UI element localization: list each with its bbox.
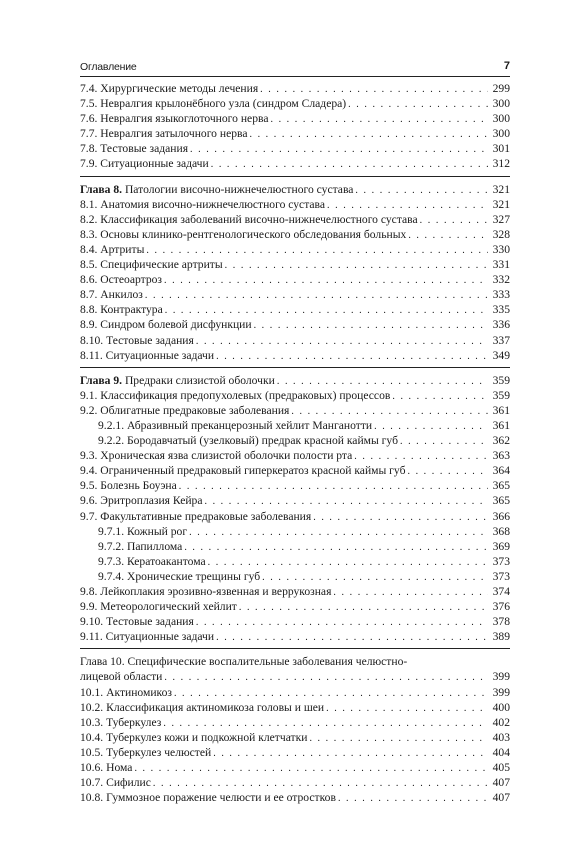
dot-leader bbox=[184, 540, 488, 555]
dot-leader bbox=[348, 97, 488, 112]
dot-leader bbox=[277, 374, 488, 389]
running-header-title: Оглавление bbox=[80, 61, 137, 73]
toc-entry bbox=[80, 478, 510, 493]
entry-title: 10.6. Нома bbox=[80, 761, 133, 775]
toc-entry bbox=[80, 569, 510, 584]
entry-title: 8.5. Специфические артриты bbox=[80, 258, 223, 272]
chapter-heading bbox=[80, 182, 353, 197]
dot-leader bbox=[163, 716, 488, 731]
entry-page: 363 bbox=[492, 449, 510, 463]
toc-entry bbox=[80, 433, 510, 448]
entry-title: 9.7.2. Папиллома bbox=[98, 539, 183, 553]
entry-title: 9.8. Лейкоплакия эрозивно-язвенная и веррукозная bbox=[80, 585, 332, 598]
entry-page: 299 bbox=[492, 82, 510, 95]
entry-title: 8.11. Ситуационные задачи bbox=[80, 348, 215, 362]
chapter-title: Специфические воспалительные заболевания челюстно- bbox=[127, 655, 408, 669]
entry-title: 8.8. Контрактура bbox=[80, 303, 163, 317]
entry-title: 8.10. Тестовые задания bbox=[80, 333, 194, 347]
dot-leader bbox=[134, 761, 488, 776]
entry-title: 7.8. Тестовые задания bbox=[80, 142, 189, 156]
entry-title: 9.6. Эритроплазия Кейра bbox=[80, 494, 203, 508]
dot-leader bbox=[216, 630, 488, 645]
entry-page: 407 bbox=[492, 791, 510, 805]
entry-page: 404 bbox=[492, 745, 510, 759]
entry-page: 328 bbox=[492, 227, 510, 241]
toc-entry bbox=[80, 257, 510, 272]
dot-leader bbox=[260, 82, 488, 97]
entry-page: 378 bbox=[492, 615, 510, 629]
dot-leader bbox=[400, 434, 488, 449]
dot-leader bbox=[190, 142, 488, 157]
toc-entry bbox=[80, 272, 510, 287]
chapter-row bbox=[80, 182, 510, 197]
entry-page: 369 bbox=[492, 539, 510, 553]
entry-title: 8.2. Классификация заболеваний височно-нижнечелюстного сустава bbox=[80, 212, 418, 226]
dot-leader bbox=[407, 464, 488, 479]
entry-title: 7.5. Невралгия крылонёбного узла (синдром Сладера) bbox=[80, 97, 347, 111]
dot-leader bbox=[165, 303, 488, 318]
toc-entry bbox=[80, 212, 510, 227]
chapter-row bbox=[80, 669, 510, 684]
entry-page: 301 bbox=[492, 142, 510, 156]
page-number: 7 bbox=[503, 60, 510, 72]
entry-page: 365 bbox=[492, 479, 510, 493]
dot-leader bbox=[196, 615, 488, 630]
entry-title: 9.2.1. Абразивный преканцерозный хейлит Манганотти bbox=[98, 418, 373, 432]
dot-leader bbox=[408, 228, 488, 243]
toc-entry bbox=[80, 539, 510, 554]
toc-entry bbox=[80, 227, 510, 242]
entry-page: 374 bbox=[492, 585, 510, 598]
entry-page: 400 bbox=[492, 700, 510, 714]
dot-leader bbox=[211, 157, 488, 172]
toc-group bbox=[80, 367, 510, 645]
entry-title: 9.9. Метеорологический хейлит bbox=[80, 600, 237, 614]
chapter-title-continuation: лицевой области bbox=[80, 670, 163, 684]
dot-leader bbox=[146, 243, 488, 258]
dot-leader bbox=[354, 449, 488, 464]
toc-entry bbox=[80, 317, 510, 332]
entry-title: 9.2. Облигатные предраковые заболевания bbox=[80, 403, 290, 417]
dot-leader bbox=[216, 349, 488, 364]
entry-page: 330 bbox=[492, 242, 510, 256]
toc-entry bbox=[80, 730, 510, 745]
entry-title: 9.7.4. Хронические трещины губ bbox=[98, 569, 261, 583]
entry-title: 7.6. Невралгия языкоглоточного нерва bbox=[80, 112, 269, 126]
dot-leader bbox=[333, 585, 488, 600]
entry-title: 8.4. Артриты bbox=[80, 242, 145, 256]
chapter-heading bbox=[80, 654, 510, 669]
entry-title: 8.9. Синдром болевой дисфункции bbox=[80, 318, 252, 332]
dot-leader bbox=[145, 288, 488, 303]
entry-page: 402 bbox=[492, 715, 510, 729]
entry-page: 300 bbox=[492, 127, 510, 141]
entry-title: 9.11. Ситуационные задачи bbox=[80, 630, 215, 644]
entry-page: 300 bbox=[492, 112, 510, 126]
section-rule bbox=[80, 176, 510, 177]
toc-group bbox=[80, 81, 510, 172]
dot-leader bbox=[270, 112, 488, 127]
entry-page: 321 bbox=[492, 182, 510, 196]
entry-page: 362 bbox=[492, 434, 510, 448]
entry-title: 9.7.3. Кератоакантома bbox=[98, 554, 206, 568]
dot-leader bbox=[291, 404, 488, 419]
dot-leader bbox=[179, 479, 488, 494]
toc-entry bbox=[80, 715, 510, 730]
toc-entry bbox=[80, 81, 510, 96]
chapter-row bbox=[80, 373, 510, 388]
entry-page: 366 bbox=[492, 509, 510, 523]
toc-entry bbox=[80, 790, 510, 805]
entry-title: 10.3. Туберкулез bbox=[80, 715, 162, 729]
entry-page: 333 bbox=[492, 288, 510, 302]
entry-title: 8.3. Основы клинико-рентгенологического обследования больных bbox=[80, 227, 407, 241]
entry-page: 332 bbox=[492, 273, 510, 287]
toc-entry bbox=[80, 302, 510, 317]
entry-title: 8.1. Анатомия височно-нижнечелюстного сустава bbox=[80, 197, 326, 211]
header-rule bbox=[80, 76, 510, 77]
chapter-number: Глава 9. bbox=[80, 373, 123, 387]
chapter-number: Глава 10. bbox=[80, 655, 125, 669]
entry-page: 407 bbox=[492, 776, 510, 790]
entry-page: 349 bbox=[492, 348, 510, 362]
entry-page: 399 bbox=[492, 685, 510, 699]
dot-leader bbox=[313, 510, 488, 525]
entry-title: 10.2. Классификация актиномикоза головы и шеи bbox=[80, 700, 325, 714]
toc-entry bbox=[80, 775, 510, 790]
entry-page: 405 bbox=[492, 761, 510, 775]
dot-leader bbox=[174, 686, 488, 701]
toc-entry bbox=[80, 156, 510, 171]
toc-entry bbox=[80, 760, 510, 775]
entry-title: 10.7. Сифилис bbox=[80, 776, 151, 790]
dot-leader bbox=[208, 555, 488, 570]
entry-title: 8.6. Остеоартроз bbox=[80, 273, 162, 287]
entry-page: 331 bbox=[492, 258, 510, 272]
dot-leader bbox=[204, 494, 488, 509]
entry-page: 337 bbox=[492, 333, 510, 347]
entry-title: 9.3. Хроническая язва слизистой оболочки полости рта bbox=[80, 449, 353, 463]
dot-leader bbox=[239, 600, 488, 615]
entry-title: 7.4. Хирургические методы лечения bbox=[80, 82, 259, 95]
entry-title: 10.8. Гуммозное поражение челюсти и ее отростков bbox=[80, 791, 336, 805]
entry-title: 8.7. Анкилоз bbox=[80, 288, 143, 302]
dot-leader bbox=[196, 334, 488, 349]
dot-leader bbox=[326, 701, 488, 716]
dot-leader bbox=[254, 318, 488, 333]
dot-leader bbox=[420, 213, 488, 228]
section-rule bbox=[80, 367, 510, 368]
dot-leader bbox=[309, 731, 488, 746]
toc-entry bbox=[80, 554, 510, 569]
toc-entry bbox=[80, 745, 510, 760]
chapter-title: Патологии височно-нижнечелюстного сустава bbox=[124, 182, 354, 196]
entry-title: 9.7. Факультативные предраковые заболевания bbox=[80, 509, 312, 523]
running-header bbox=[80, 61, 510, 74]
toc-entry bbox=[80, 403, 510, 418]
entry-page: 373 bbox=[492, 569, 510, 583]
entry-title: 10.5. Туберкулез челюстей bbox=[80, 745, 212, 759]
toc-entry bbox=[80, 509, 510, 524]
entry-title: 9.7.1. Кожный рог bbox=[98, 524, 188, 538]
dot-leader bbox=[164, 670, 488, 685]
toc-entry bbox=[80, 418, 510, 433]
dot-leader bbox=[225, 258, 488, 273]
entry-title: 10.1. Актиномикоз bbox=[80, 685, 172, 699]
entry-title: 9.10. Тестовые задания bbox=[80, 615, 194, 629]
toc-entry bbox=[80, 614, 510, 629]
entry-page: 373 bbox=[492, 554, 510, 568]
dot-leader bbox=[338, 791, 488, 806]
entry-title: 9.1. Классификация предопухолевых (предраковых) процессов bbox=[80, 388, 391, 402]
dot-leader bbox=[153, 776, 488, 791]
toc-entry bbox=[80, 111, 510, 126]
toc-group bbox=[80, 176, 510, 363]
entry-title: 7.7. Невралгия затылочного нерва bbox=[80, 127, 248, 141]
toc-entry bbox=[80, 599, 510, 614]
entry-page: 327 bbox=[492, 212, 510, 226]
dot-leader bbox=[164, 273, 488, 288]
toc-entry bbox=[80, 126, 510, 141]
entry-page: 312 bbox=[492, 157, 510, 171]
entry-page: 336 bbox=[492, 318, 510, 332]
toc-entry bbox=[80, 242, 510, 257]
entry-page: 403 bbox=[492, 730, 510, 744]
entry-page: 389 bbox=[492, 630, 510, 644]
entry-page: 359 bbox=[492, 388, 510, 402]
toc-entry bbox=[80, 700, 510, 715]
toc-entry bbox=[80, 584, 510, 599]
entry-title: 9.2.2. Бородавчатый (узелковый) предрак красной каймы губ bbox=[98, 434, 398, 448]
entry-title: 10.4. Туберкулез кожи и подкожной клетчатки bbox=[80, 730, 308, 744]
toc-entry bbox=[80, 524, 510, 539]
toc-entry bbox=[80, 463, 510, 478]
entry-page: 300 bbox=[492, 97, 510, 111]
dot-leader bbox=[213, 746, 488, 761]
dot-leader bbox=[249, 127, 488, 142]
entry-title: 7.9. Ситуационные задачи bbox=[80, 157, 209, 171]
toc-entry bbox=[80, 388, 510, 403]
entry-page: 359 bbox=[492, 373, 510, 387]
toc-entry bbox=[80, 448, 510, 463]
entry-page: 335 bbox=[492, 303, 510, 317]
dot-leader bbox=[374, 419, 488, 434]
toc-entry bbox=[80, 197, 510, 212]
dot-leader bbox=[355, 183, 488, 198]
entry-page: 361 bbox=[492, 418, 510, 432]
chapter-title: Предраки слизистой оболочки bbox=[124, 373, 275, 387]
entry-page: 321 bbox=[492, 197, 510, 211]
toc-entry bbox=[80, 348, 510, 363]
entry-title: 9.5. Болезнь Боуэна bbox=[80, 479, 177, 493]
entry-title: 9.4. Ограниченный предраковый гиперкератоз красной каймы губ bbox=[80, 464, 406, 478]
toc-group bbox=[80, 648, 510, 805]
entry-page: 399 bbox=[492, 670, 510, 684]
entry-page: 376 bbox=[492, 600, 510, 614]
dot-leader bbox=[189, 525, 488, 540]
toc-entry bbox=[80, 333, 510, 348]
section-rule bbox=[80, 648, 510, 649]
dot-leader bbox=[327, 198, 488, 213]
chapter-number: Глава 8. bbox=[80, 182, 123, 196]
table-of-contents bbox=[80, 81, 510, 805]
toc-entry bbox=[80, 629, 510, 644]
toc-entry bbox=[80, 685, 510, 700]
toc-entry bbox=[80, 96, 510, 111]
chapter-heading bbox=[80, 373, 275, 388]
entry-page: 361 bbox=[492, 403, 510, 417]
dot-leader bbox=[392, 389, 488, 404]
toc-entry bbox=[80, 287, 510, 302]
entry-page: 368 bbox=[492, 524, 510, 538]
entry-page: 365 bbox=[492, 494, 510, 508]
toc-entry bbox=[80, 493, 510, 508]
dot-leader bbox=[262, 570, 488, 585]
entry-page: 364 bbox=[492, 464, 510, 478]
toc-entry bbox=[80, 141, 510, 156]
